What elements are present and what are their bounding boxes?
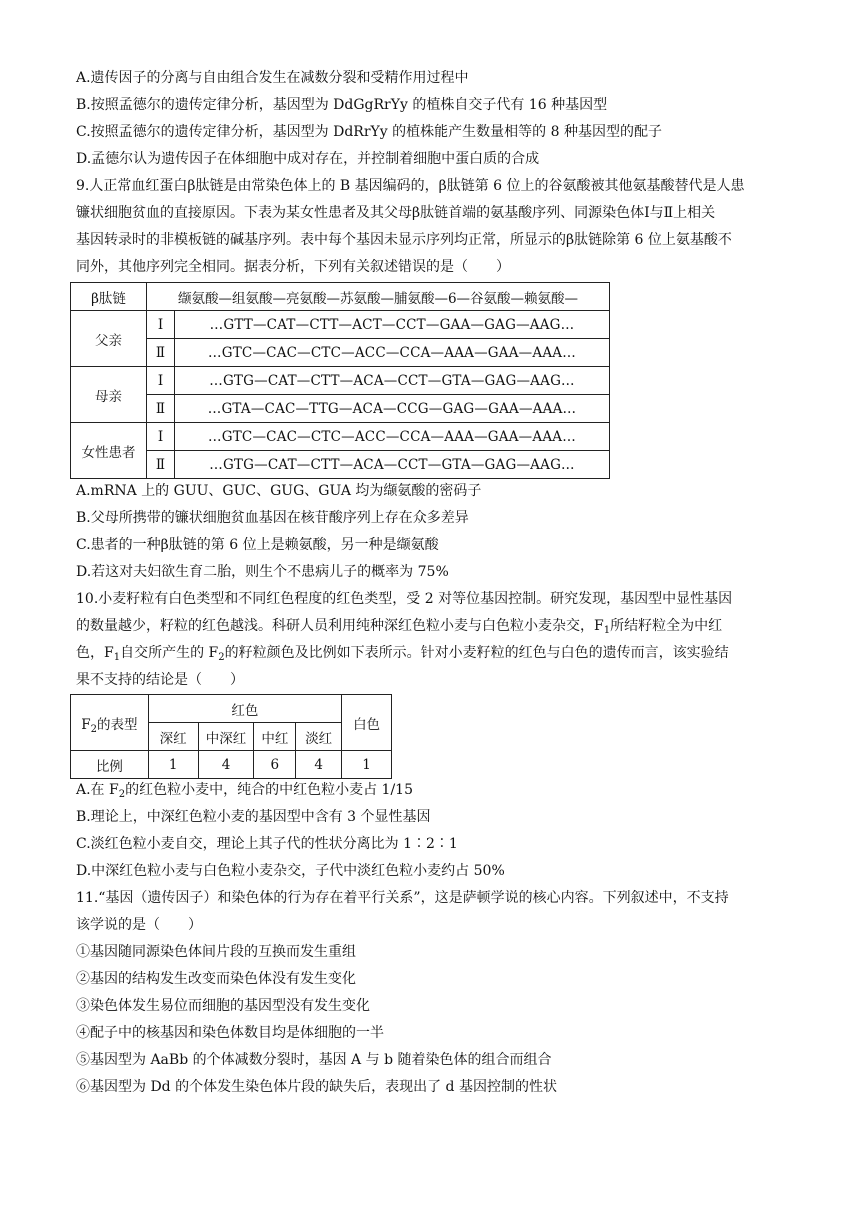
- q10-stem-line: 色，$F_1$自交所产生的 $F_2$的籽粒颜色及比例如下表所示。针对小麦籽粒的红色与白色的遗传而言，该实验结: [76, 645, 729, 663]
- chromosome-cell: Ⅰ: [147, 311, 175, 339]
- q8-option-b: B.按照孟德尔的遗传定律分析，基因型为 DdGgRrYy 的植株自交子代有 16 种基因型: [76, 97, 608, 113]
- table-row: [71, 311, 610, 339]
- header-cell: β肽链: [71, 283, 147, 311]
- sequence-cell: …GTC—CAC—CTC—ACC—CCA—AAA—GAA—AAA…: [175, 423, 610, 451]
- ratio-cell: 1: [342, 751, 392, 779]
- q11-item: ⑤基因型为 AaBb 的个体减数分裂时，基因 A 与 b 随着染色体的组合而组合: [76, 1052, 552, 1068]
- chromosome-cell: Ⅱ: [147, 395, 175, 423]
- q9-stem-line: 基因转录时的非模板链的碱基序列。表中每个基因未显示序列均正常，所显示的β肽链除第 6 位上氨基酸不: [76, 232, 732, 248]
- header-sequence-cell: 缬氨酸—组氨酸—亮氨酸—苏氨酸—脯氨酸—6—谷氨酸—赖氨酸—: [147, 283, 610, 311]
- sequence-cell: …GTC—CAC—CTC—ACC—CCA—AAA—GAA—AAA…: [175, 339, 610, 367]
- sequence-cell: …GTA—CAC—TTG—ACA—CCG—GAG—GAA—AAA…: [175, 395, 610, 423]
- q11-item: ⑥基因型为 Dd 的个体发生染色体片段的缺失后，表现出了 d 基因控制的性状: [76, 1079, 557, 1095]
- chromosome-cell: Ⅰ: [147, 423, 175, 451]
- q10-option-c: C.淡红色粒小麦自交，理论上其子代的性状分离比为 1∶2∶1: [76, 836, 458, 852]
- q11-stem-line: 11.“基因（遗传因子）和染色体的行为存在着平行关系”，这是萨顿学说的核心内容。下列叙述中，不支持: [76, 890, 729, 906]
- red-type-cell: 中深红: [198, 723, 254, 751]
- ratio-cell: 4: [198, 751, 254, 779]
- q8-option-c: C.按照孟德尔的遗传定律分析，基因型为 DdRrYy 的植株能产生数量相等的 8 种基因型的配子: [76, 124, 662, 140]
- ratio-label-cell: 比例: [71, 751, 149, 779]
- table-row: [71, 423, 610, 451]
- q11-item: ③染色体发生易位而细胞的基因型没有发生变化: [76, 998, 370, 1014]
- q11-stem-line: 该学说的是（ ）: [76, 917, 202, 933]
- table-row: [71, 367, 610, 395]
- table-row: [71, 395, 610, 423]
- q10-ratio-table: [70, 694, 392, 779]
- red-group-cell: 红色: [148, 695, 341, 723]
- group-name-cell: 母亲: [71, 367, 147, 423]
- chromosome-cell: Ⅰ: [147, 367, 175, 395]
- q9-stem-line: 镰状细胞贫血的直接原因。下表为某女性患者及其父母β肽链首端的氨基酸序列、同源染色体Ⅰ与Ⅱ上相关: [76, 205, 716, 221]
- q11-item: ①基因随同源染色体间片段的互换而发生重组: [76, 944, 356, 960]
- red-type-cell: 淡红: [296, 723, 342, 751]
- table-row: [71, 451, 610, 479]
- ratio-cell: 1: [148, 751, 198, 779]
- red-type-cell: 深红: [148, 723, 198, 751]
- q9-stem-line: 同外，其他序列完全相同。据表分析，下列有关叙述错误的是（ ）: [76, 259, 510, 275]
- ratio-cell: 6: [254, 751, 296, 779]
- group-name-cell: 女性患者: [71, 423, 147, 479]
- q9-option-d: D.若这对夫妇欲生育二胎，则生个不患病儿子的概率为 75%: [76, 564, 449, 580]
- q10-option-d: D.中深红色粒小麦与白色粒小麦杂交，子代中淡红色粒小麦约占 50%: [76, 863, 505, 879]
- q10-stem-line: 果不支持的结论是（ ）: [76, 672, 244, 688]
- sequence-cell: …GTG—CAT—CTT—ACA—CCT—GTA—GAG—AAG…: [175, 451, 610, 479]
- table-row: [71, 751, 392, 779]
- q9-option-b: B.父母所携带的镰状细胞贫血基因在核苷酸序列上存在众多差异: [76, 510, 469, 526]
- q9-sequence-table: [70, 282, 610, 479]
- ratio-cell: 4: [296, 751, 342, 779]
- group-name-cell: 父亲: [71, 311, 147, 367]
- table-header-row: [71, 283, 610, 311]
- q11-item: ④配子中的核基因和染色体数目均是体细胞的一半: [76, 1025, 384, 1041]
- table-header-row: [71, 695, 392, 723]
- q10-option-b: B.理论上，中深红色粒小麦的基因型中含有 3 个显性基因: [76, 809, 431, 825]
- sequence-cell: …GTG—CAT—CTT—ACA—CCT—GTA—GAG—AAG…: [175, 367, 610, 395]
- white-cell: 白色: [342, 695, 392, 751]
- q9-option-c: C.患者的一种β肽链的第 6 位上是赖氨酸，另一种是缬氨酸: [76, 537, 439, 553]
- table-row: [71, 339, 610, 367]
- q10-stem-line: 10.小麦籽粒有白色类型和不同红色程度的红色类型，受 2 对等位基因控制。研究发现，基因型中显性基因: [76, 591, 733, 607]
- q10-option-a: A.在 $F_2$的红色粒小麦中，纯合的中红色粒小麦占 1/15: [76, 782, 413, 800]
- red-type-cell: 中红: [254, 723, 296, 751]
- q9-stem-line: 9.人正常血红蛋白β肽链是由常染色体上的 B 基因编码的，β肽链第 6 位上的谷氨酸被其他氨基酸替代是人患: [76, 178, 745, 194]
- phenotype-label-cell: $F_2$的表型: [71, 695, 149, 751]
- q11-item: ②基因的结构发生改变而染色体没有发生变化: [76, 971, 356, 987]
- sequence-cell: …GTT—CAT—CTT—ACT—CCT—GAA—GAG—AAG…: [175, 311, 610, 339]
- chromosome-cell: Ⅱ: [147, 339, 175, 367]
- q10-stem-line: 的数量越少，籽粒的红色越浅。科研人员利用纯种深红色粒小麦与白色粒小麦杂交，$F_1$所结籽粒全为中红: [76, 618, 723, 636]
- chromosome-cell: Ⅱ: [147, 451, 175, 479]
- q8-option-a: A.遗传因子的分离与自由组合发生在减数分裂和受精作用过程中: [76, 70, 469, 86]
- q9-option-a: A.mRNA 上的 GUU、GUC、GUG、GUA 均为缬氨酸的密码子: [76, 483, 482, 499]
- q8-option-d: D.孟德尔认为遗传因子在体细胞中成对存在，并控制着细胞中蛋白质的合成: [76, 151, 540, 167]
